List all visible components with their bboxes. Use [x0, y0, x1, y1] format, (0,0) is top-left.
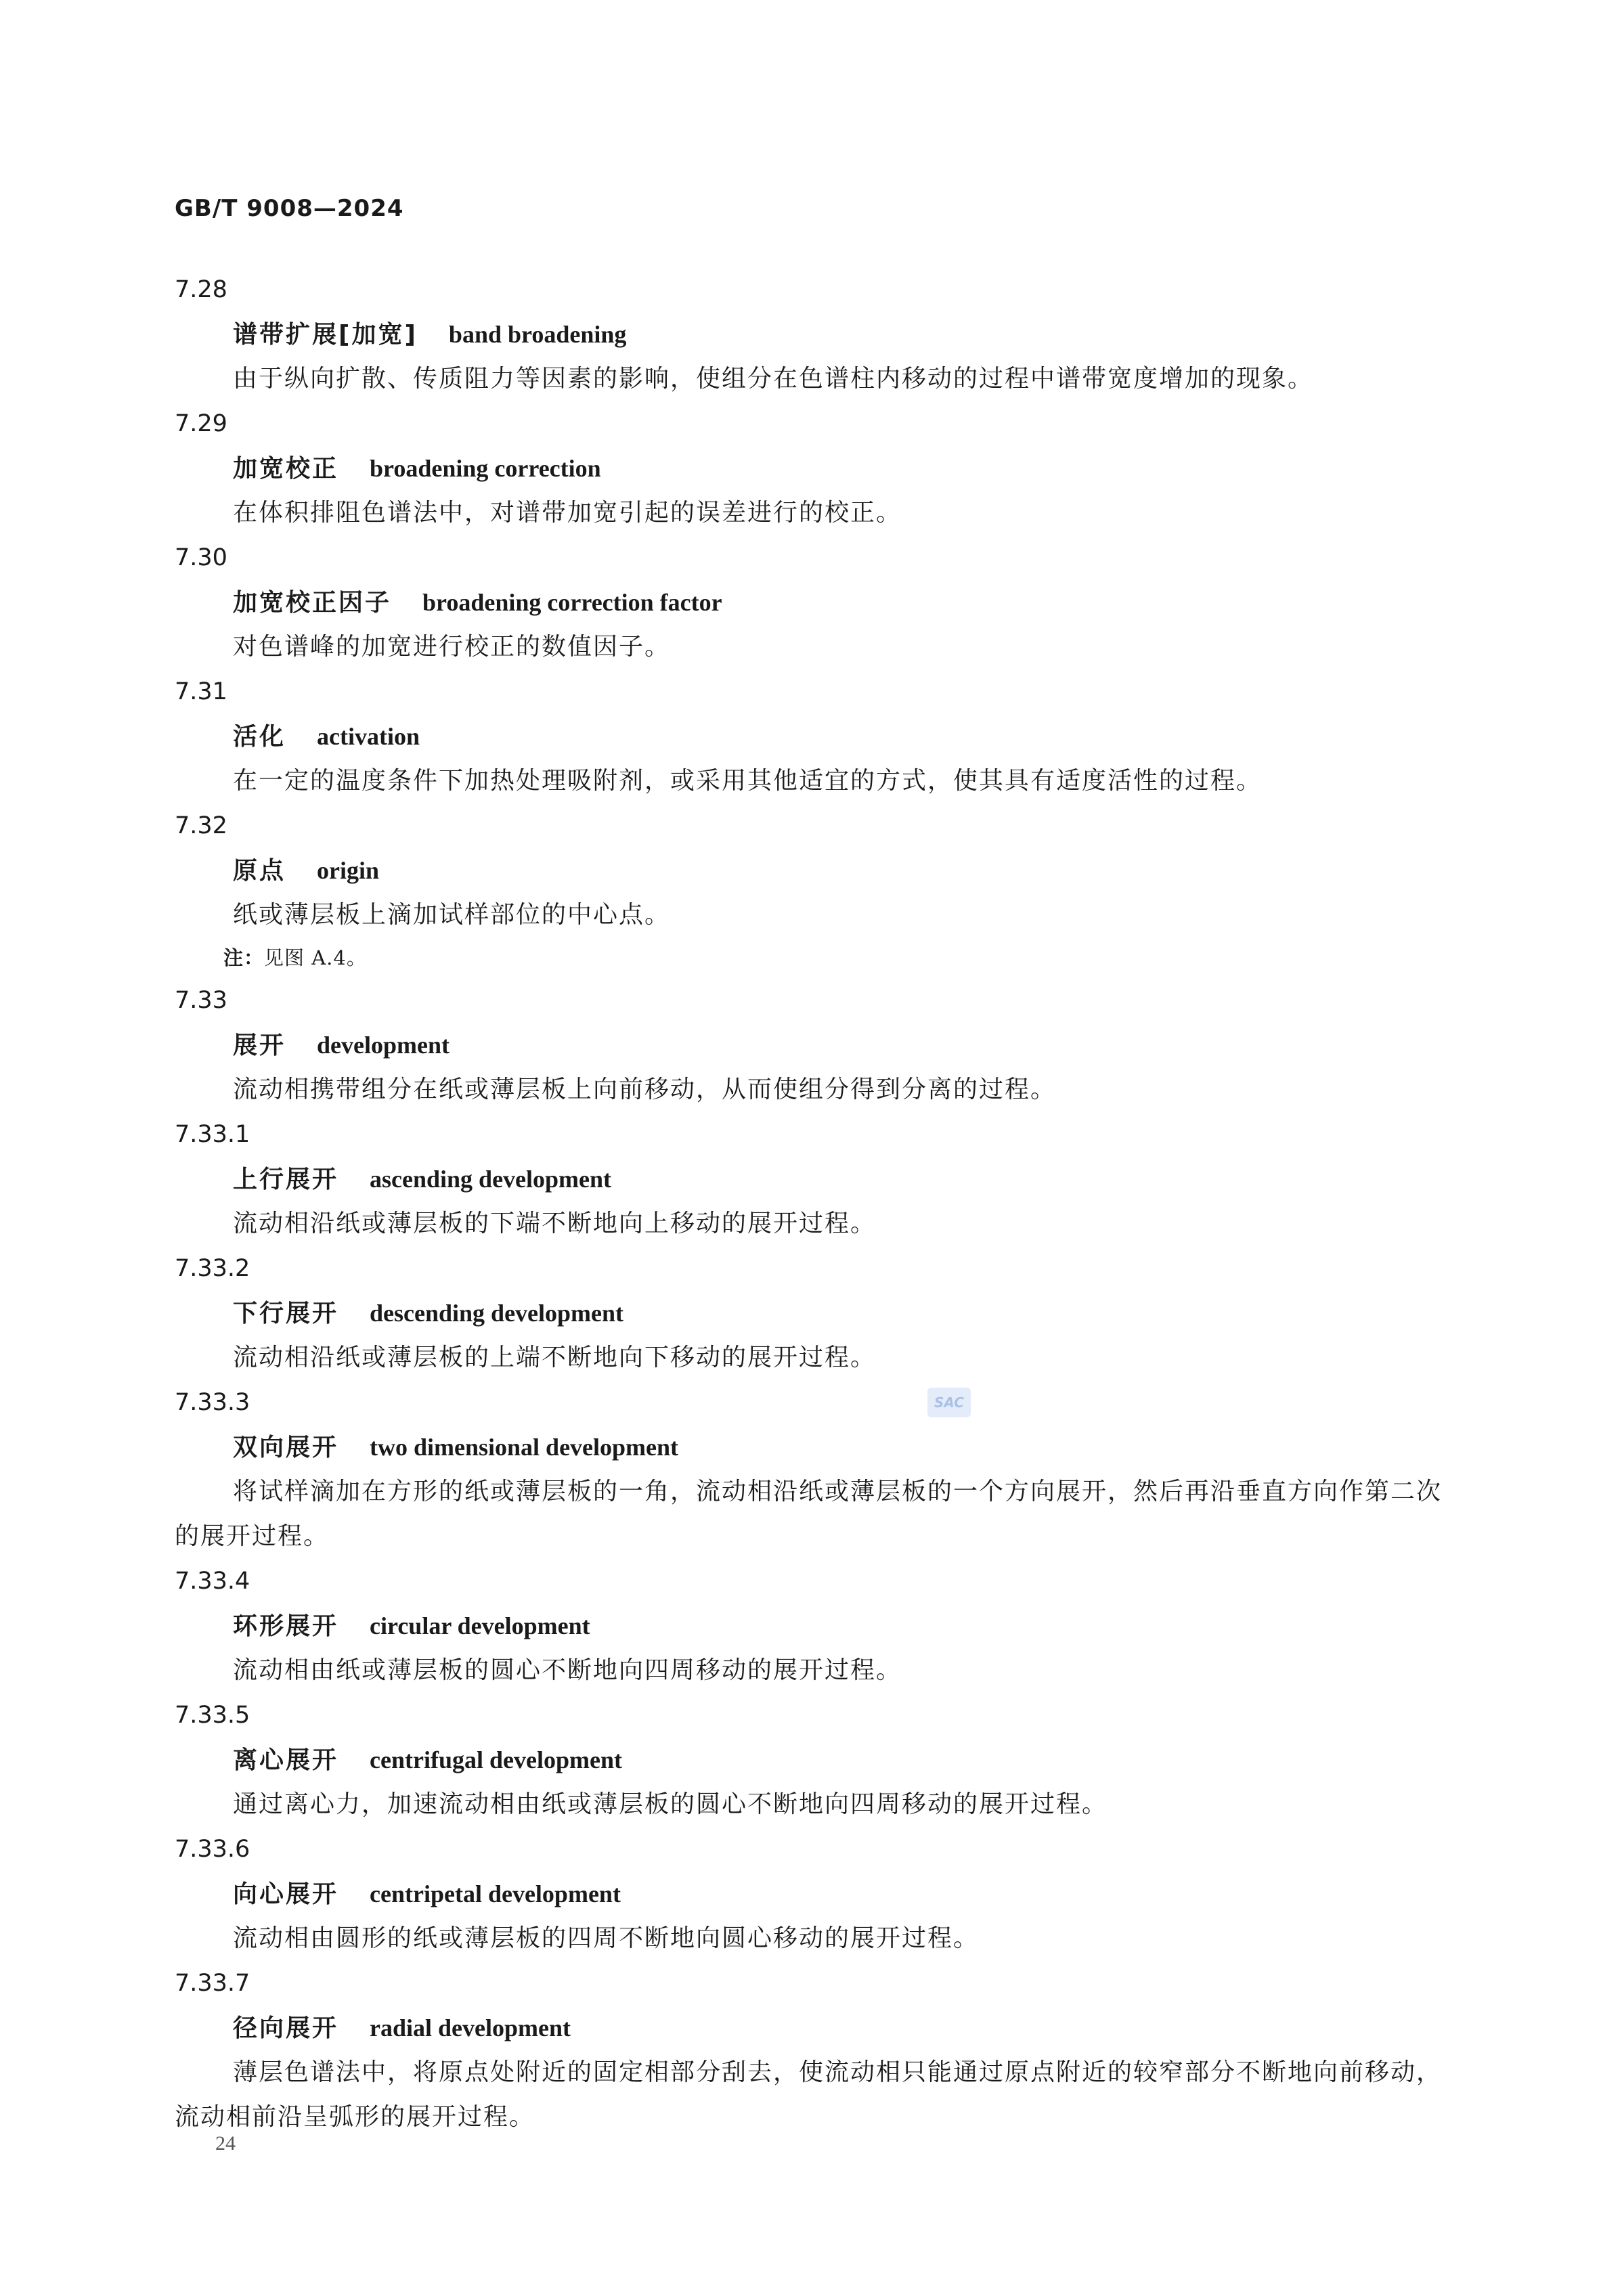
- term-chinese: 离心展开: [233, 1746, 339, 1774]
- term-chinese: 向心展开: [233, 1880, 339, 1908]
- term-definition: 在一定的温度条件下加热处理吸附剂，或采用其他适宜的方式，使其具有适度活性的过程。: [233, 767, 1263, 795]
- term-heading: [175, 848, 1447, 893]
- term-definition: 薄层色谱法中，将原点处附近的固定相部分刮去，使流动相只能通过原点附近的较窄部分不断地向前移动，流动相前沿呈弧形的展开过程。: [175, 2058, 1443, 2131]
- term-number: 7.29: [175, 410, 227, 437]
- term-entry-7-32: [175, 803, 1447, 978]
- term-number: 7.33: [175, 987, 227, 1014]
- term-english: radial development: [370, 2014, 571, 2041]
- note-label: 注：: [223, 946, 265, 969]
- term-definition: 对色谱峰的加宽进行校正的数值因子。: [233, 633, 671, 661]
- sac-watermark-logo: SAC: [927, 1388, 971, 1417]
- term-entry-7-28: [175, 267, 1447, 401]
- term-chinese: 活化: [233, 723, 286, 751]
- page-number: 24: [215, 2132, 236, 2155]
- term-heading: [175, 1157, 1447, 1201]
- term-number: 7.33.4: [175, 1568, 250, 1595]
- term-english: two dimensional development: [370, 1434, 679, 1461]
- term-number: 7.28: [175, 276, 227, 303]
- term-number: 7.33.5: [175, 1702, 250, 1729]
- term-heading: [175, 1291, 1447, 1335]
- term-definition: 流动相携带组分在纸或薄层板上向前移动，从而使组分得到分离的过程。: [233, 1076, 1057, 1103]
- term-english: centrifugal development: [370, 1746, 622, 1773]
- term-definition: 流动相由圆形的纸或薄层板的四周不断地向圆心移动的展开过程。: [233, 1924, 980, 1952]
- term-chinese: 环形展开: [233, 1612, 339, 1640]
- term-english: centripetal development: [370, 1880, 621, 1907]
- term-english: broadening correction factor: [422, 589, 722, 616]
- term-entry-7-33-3: [175, 1380, 1447, 1559]
- term-english: origin: [317, 857, 380, 884]
- term-definition: 流动相沿纸或薄层板的下端不断地向上移动的展开过程。: [233, 1210, 877, 1237]
- term-number: 7.33.1: [175, 1121, 250, 1148]
- term-heading: [175, 1872, 1447, 1916]
- term-heading: [175, 580, 1447, 625]
- term-definition: 将试样滴加在方形的纸或薄层板的一角，流动相沿纸或薄层板的一个方向展开，然后再沿垂直方向作第二次的展开过程。: [175, 1478, 1443, 1550]
- term-chinese: 原点: [233, 857, 286, 885]
- term-definition: 流动相沿纸或薄层板的上端不断地向下移动的展开过程。: [233, 1344, 877, 1371]
- term-number: 7.33.6: [175, 1836, 250, 1863]
- term-entry-7-33-1: [175, 1112, 1447, 1246]
- term-definition: 流动相由纸或薄层板的圆心不断地向四周移动的展开过程。: [233, 1656, 902, 1684]
- term-chinese: 展开: [233, 1032, 286, 1059]
- term-heading: [175, 2006, 1447, 2050]
- term-entry-7-33: [175, 978, 1447, 1112]
- term-chinese: 下行展开: [233, 1300, 339, 1327]
- term-number: 7.33.3: [175, 1389, 250, 1416]
- terms-list: [175, 267, 1447, 2140]
- term-chinese: 径向展开: [233, 2014, 339, 2042]
- term-heading: [175, 1738, 1447, 1782]
- term-heading: [175, 446, 1447, 491]
- term-chinese: 谱带扩展[加宽]: [233, 321, 418, 349]
- term-english: activation: [317, 723, 420, 750]
- term-heading: [175, 714, 1447, 759]
- term-number: 7.33.7: [175, 1970, 250, 1997]
- term-entry-7-31: [175, 669, 1447, 803]
- term-definition: 通过离心力，加速流动相由纸或薄层板的圆心不断地向四周移动的展开过程。: [233, 1790, 1108, 1818]
- term-definition: 在体积排阻色谱法中，对谱带加宽引起的误差进行的校正。: [233, 499, 902, 527]
- term-english: band broadening: [448, 321, 627, 348]
- term-definition: 由于纵向扩散、传质阻力等因素的影响，使组分在色谱柱内移动的过程中谱带宽度增加的现象。: [233, 365, 1314, 393]
- term-entry-7-30: [175, 535, 1447, 669]
- term-chinese: 加宽校正因子: [233, 589, 392, 617]
- term-english: ascending development: [370, 1166, 612, 1193]
- term-english: development: [317, 1032, 450, 1059]
- term-number: 7.31: [175, 678, 227, 705]
- term-number: 7.33.2: [175, 1255, 250, 1282]
- term-chinese: 加宽校正: [233, 455, 339, 483]
- term-number: 7.30: [175, 544, 227, 571]
- term-entry-7-33-6: [175, 1827, 1447, 1961]
- standard-code-header: GB/T 9008—2024: [175, 195, 404, 222]
- term-entry-7-29: [175, 401, 1447, 535]
- term-english: descending development: [370, 1300, 624, 1327]
- term-entry-7-33-4: [175, 1559, 1447, 1693]
- note-text: 见图 A.4。: [264, 946, 367, 969]
- term-english: broadening correction: [370, 455, 601, 482]
- term-heading: [175, 1425, 1447, 1470]
- term-definition: 纸或薄层板上滴加试样部位的中心点。: [233, 901, 671, 929]
- term-entry-7-33-2: [175, 1246, 1447, 1380]
- term-heading: [175, 1023, 1447, 1067]
- term-chinese: 双向展开: [233, 1434, 339, 1461]
- term-english: circular development: [370, 1612, 590, 1639]
- term-note: [175, 937, 1447, 978]
- term-entry-7-33-7: [175, 1961, 1447, 2140]
- term-number: 7.32: [175, 812, 227, 839]
- term-heading: [175, 1604, 1447, 1648]
- term-entry-7-33-5: [175, 1693, 1447, 1827]
- term-heading: [175, 312, 1447, 357]
- term-chinese: 上行展开: [233, 1166, 339, 1193]
